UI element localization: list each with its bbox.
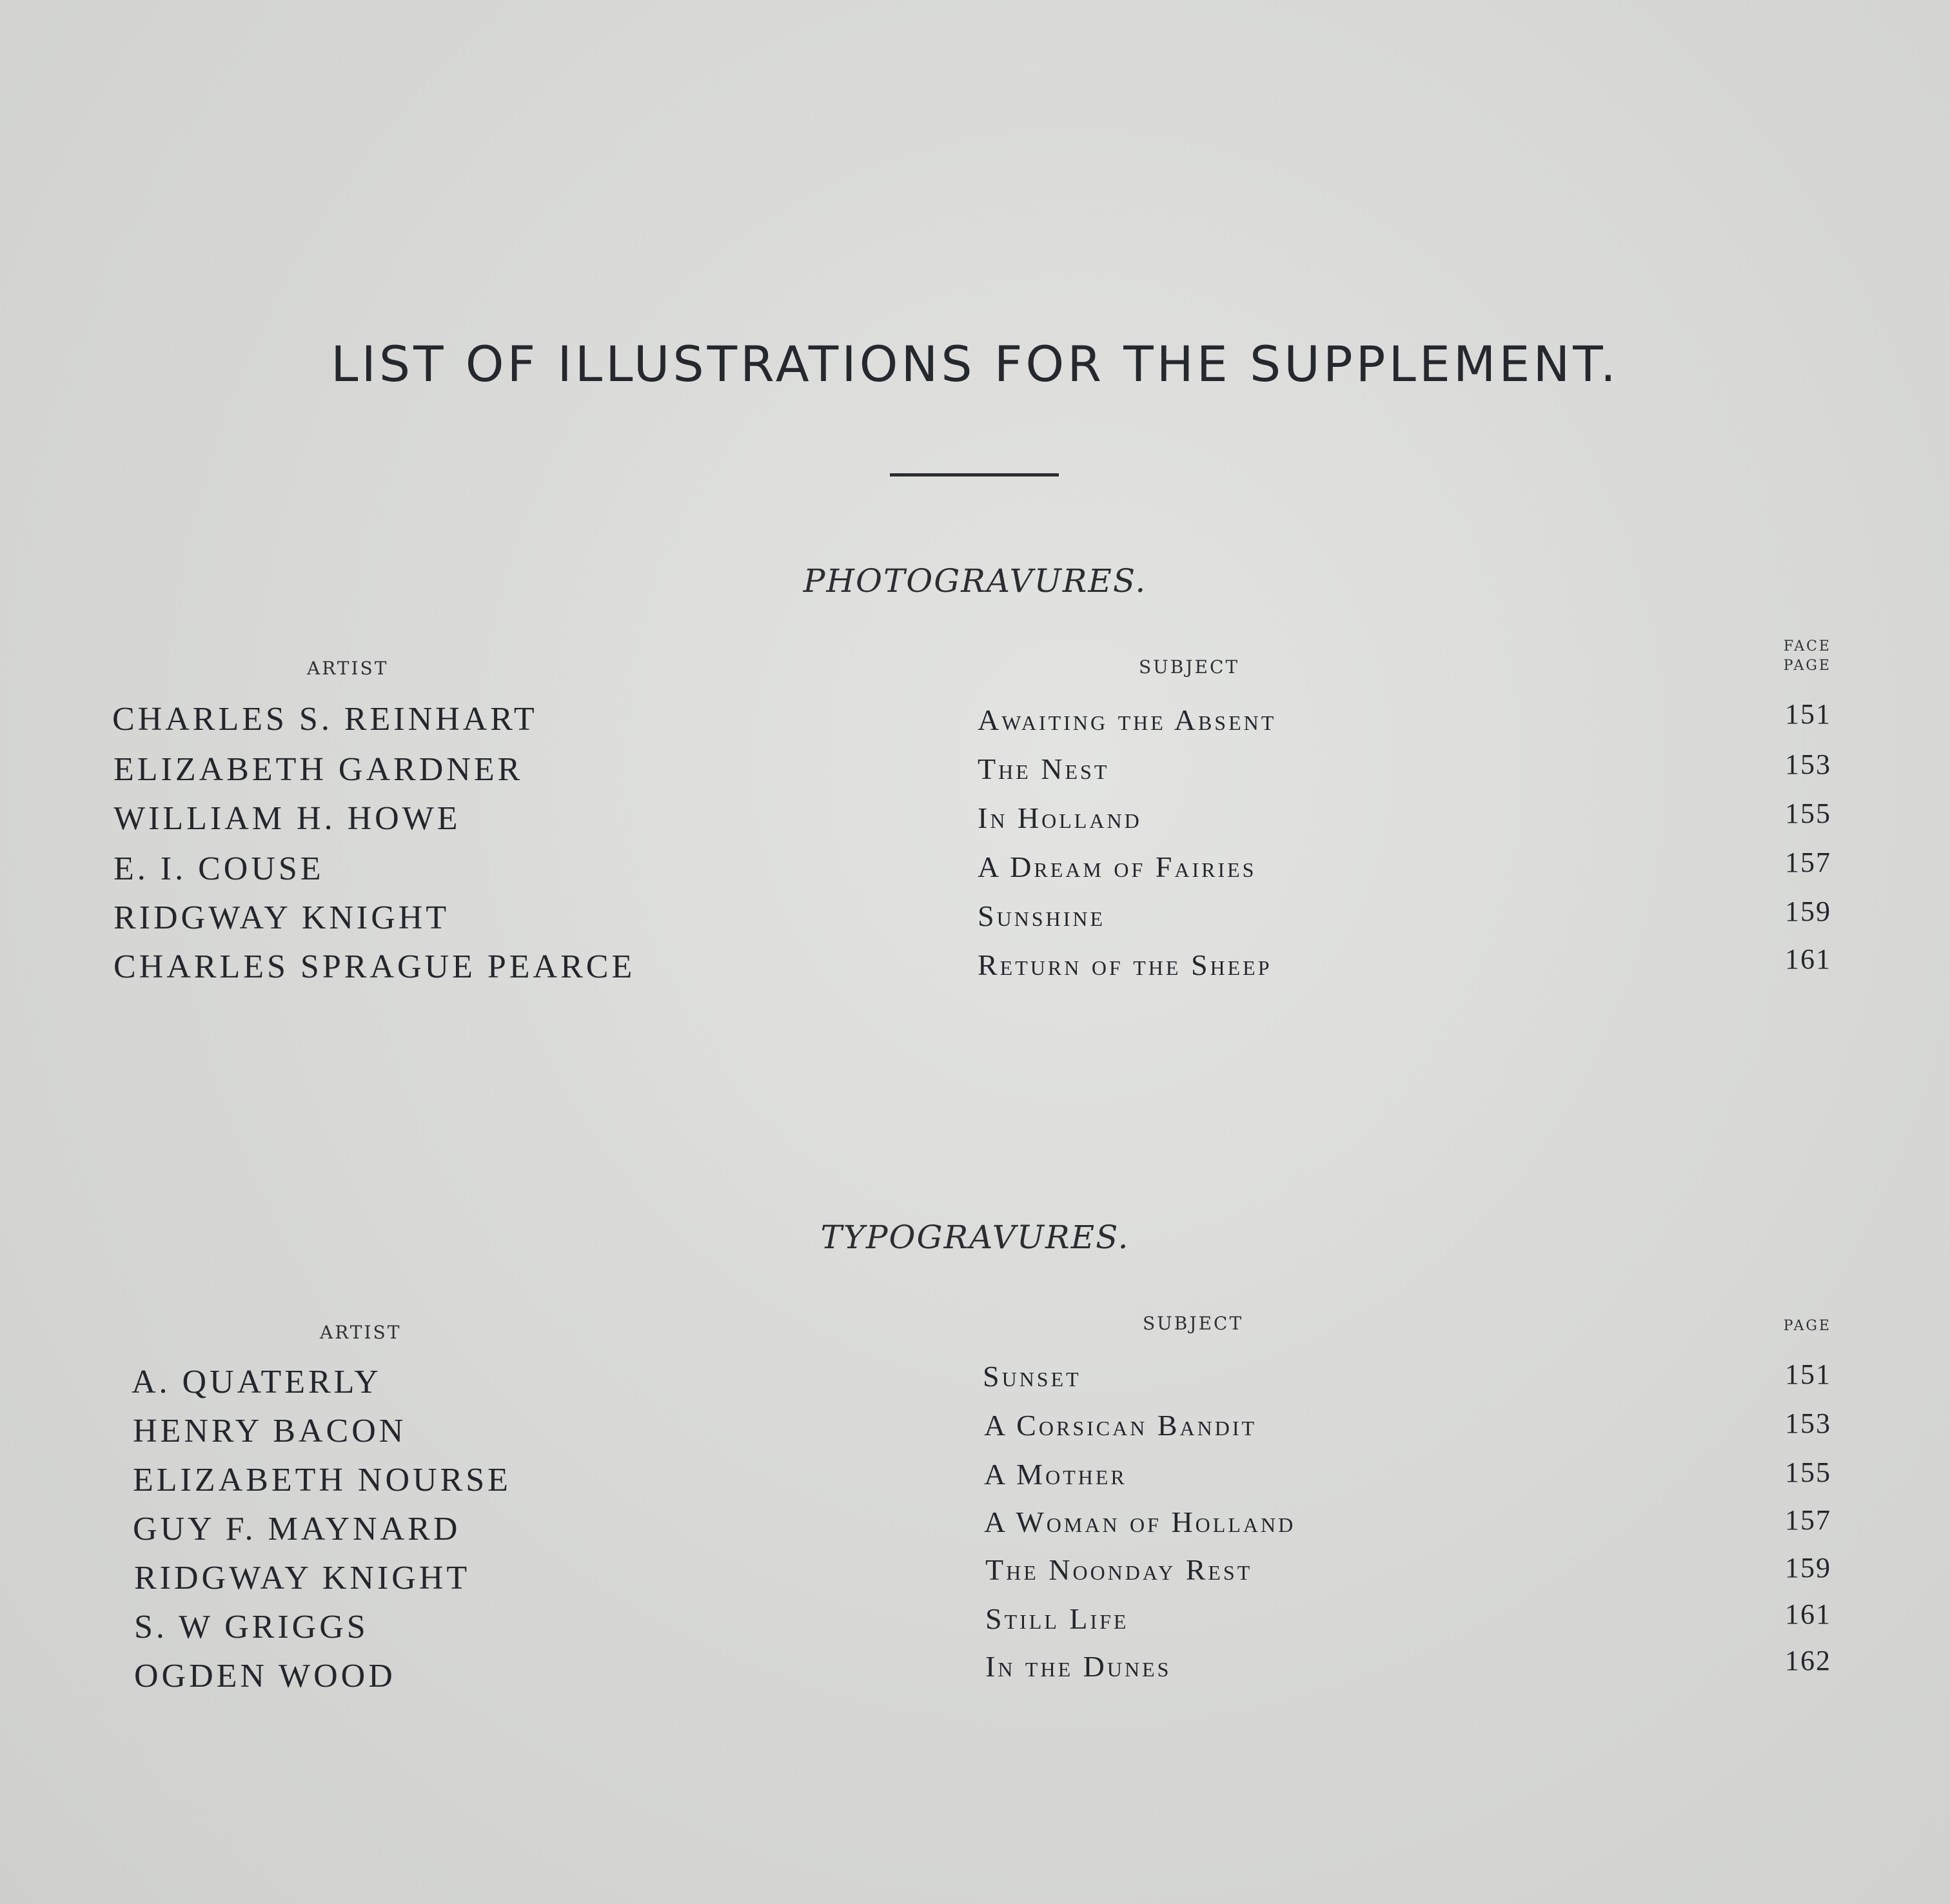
photogravure-row-5-artist: RIDGWAY KNIGHT <box>113 899 450 936</box>
photogravure-row-3-page: 155 <box>1785 798 1831 829</box>
photogravures-page-header <box>1767 637 1831 676</box>
typogravure-row-6-artist: S. W GRIGGS <box>134 1609 369 1645</box>
typogravure-row-5-subject: The Noonday Rest <box>985 1553 1253 1586</box>
photogravure-row-1-subject: Awaiting the Absent <box>978 703 1277 736</box>
typogravure-row-7-subject: In the Dunes <box>985 1650 1172 1683</box>
typogravures-title: TYPOGRAVURES. <box>820 1219 1130 1256</box>
typogravure-row-7-page: 162 <box>1785 1645 1831 1676</box>
typogravure-row-2-page: 153 <box>1785 1408 1831 1439</box>
title-rule <box>890 473 1059 476</box>
typogravure-row-3-page: 155 <box>1785 1457 1831 1488</box>
photogravure-row-3-artist: WILLIAM H. HOWE <box>113 800 461 837</box>
photogravures-title: PHOTOGRAVURES. <box>803 562 1147 600</box>
photogravures-page-header-line2: PAGE <box>1783 658 1831 674</box>
photogravure-row-1-artist: CHARLES S. REINHART <box>112 701 538 738</box>
typogravure-row-1-subject: Sunset <box>983 1360 1081 1393</box>
typogravures-artist-header: ARTIST <box>320 1322 402 1343</box>
page-title: LIST OF ILLUSTRATIONS FOR THE SUPPLEMENT. <box>331 335 1619 393</box>
typogravure-row-7-artist: OGDEN WOOD <box>134 1658 396 1694</box>
photogravure-row-2-artist: ELIZABETH GARDNER <box>113 751 524 788</box>
typogravure-row-2-subject: A Corsican Bandit <box>984 1409 1257 1442</box>
photogravures-page-header-line1: FACE <box>1783 638 1831 654</box>
photogravure-row-4-artist: E. I. COUSE <box>113 850 324 887</box>
typogravure-row-1-page: 151 <box>1785 1359 1831 1390</box>
typogravure-row-6-page: 161 <box>1785 1598 1831 1630</box>
typogravure-row-3-subject: A Mother <box>984 1458 1127 1491</box>
typogravures-page-header: PAGE <box>1783 1318 1831 1334</box>
photogravures-artist-header: ARTIST <box>307 658 389 679</box>
photogravures-subject-header: SUBJECT <box>1139 656 1240 678</box>
typogravure-row-4-page: 157 <box>1785 1504 1831 1536</box>
typogravure-row-5-artist: RIDGWAY KNIGHT <box>134 1560 471 1596</box>
photogravure-row-2-page: 153 <box>1785 749 1831 780</box>
photogravure-row-5-page: 159 <box>1785 896 1831 927</box>
typogravure-row-4-subject: A Woman of Holland <box>984 1506 1296 1538</box>
photogravure-row-6-subject: Return of the Sheep <box>978 948 1272 981</box>
photogravure-row-5-subject: Sunshine <box>978 899 1106 932</box>
typogravure-row-2-artist: HENRY BACON <box>133 1413 407 1449</box>
photogravure-row-4-subject: A Dream of Fairies <box>978 850 1257 883</box>
typogravure-row-5-page: 159 <box>1785 1552 1831 1584</box>
photogravure-row-4-page: 157 <box>1785 847 1831 878</box>
typogravure-row-6-subject: Still Life <box>985 1602 1129 1635</box>
photogravure-row-6-artist: CHARLES SPRAGUE PEARCE <box>113 948 636 985</box>
photogravure-row-3-subject: In Holland <box>978 801 1142 834</box>
typogravures-subject-header: SUBJECT <box>1143 1313 1244 1334</box>
photogravure-row-2-subject: The Nest <box>978 752 1110 785</box>
typogravure-row-3-artist: ELIZABETH NOURSE <box>133 1462 511 1498</box>
typogravure-row-1-artist: A. QUATERLY <box>132 1364 382 1400</box>
photogravure-row-1-page: 151 <box>1785 698 1831 730</box>
photogravure-row-6-page: 161 <box>1785 943 1831 975</box>
typogravure-row-4-artist: GUY F. MAYNARD <box>133 1511 461 1547</box>
